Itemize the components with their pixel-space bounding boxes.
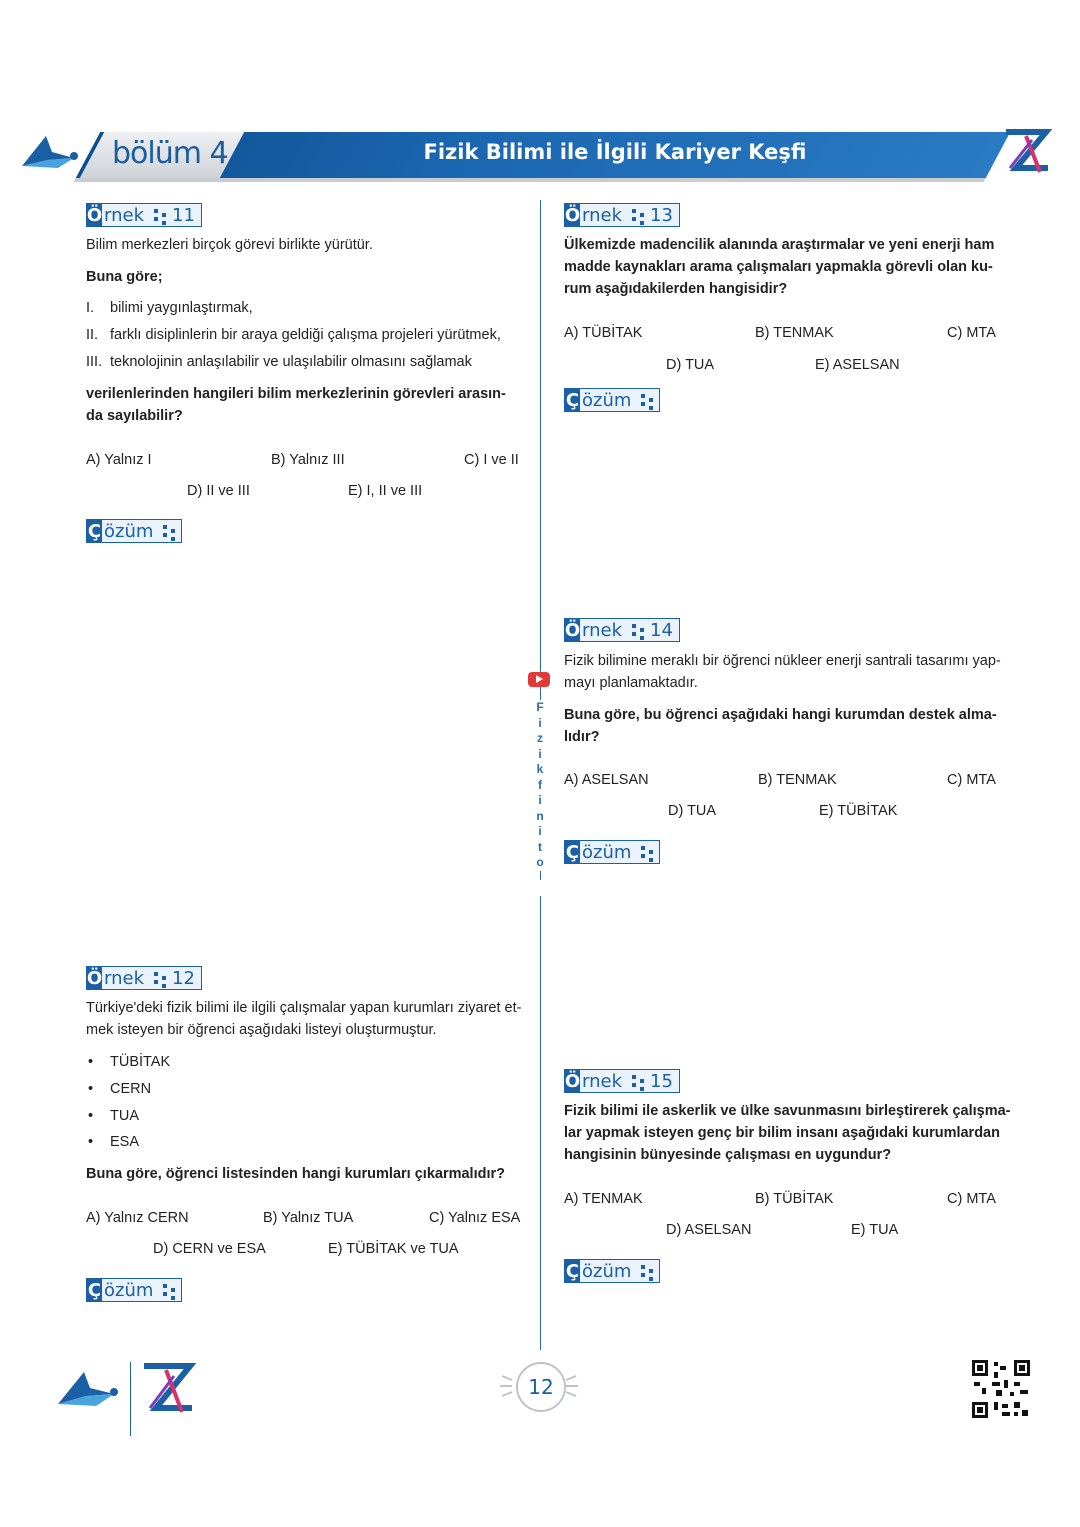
option-d[interactable]: D) CERN ve ESA	[153, 1241, 266, 1257]
example-11-question-2: da sayılabilir?	[86, 408, 183, 424]
example-14-question-1: Buna göre, bu öğrenci aşağıdaki hangi kurumdan destek alma-	[564, 707, 997, 723]
list-item: • TÜBİTAK	[88, 1054, 171, 1070]
option-c[interactable]: C) MTA	[947, 1191, 996, 1207]
option-c[interactable]: C) Yalnız ESA	[429, 1210, 521, 1226]
divider-gap	[530, 880, 550, 896]
option-e[interactable]: E) TÜBİTAK ve TUA	[328, 1241, 459, 1257]
option-c[interactable]: C) MTA	[947, 772, 996, 788]
option-b[interactable]: B) TENMAK	[755, 325, 834, 341]
solution-12-label: Ç özüm	[86, 1278, 182, 1302]
solution-14-label: Ç özüm	[564, 840, 660, 864]
example-15-question-2: lar yapmak isteyen genç bir bilim insanı aşağıdaki kurumlardan	[564, 1125, 1000, 1141]
example-11-item-3: III. teknolojinin anlaşılabilir ve ulaşılabilir olmasını sağlamak	[86, 354, 472, 370]
option-b[interactable]: B) TENMAK	[758, 772, 837, 788]
option-b[interactable]: B) TÜBİTAK	[755, 1191, 834, 1207]
example-11-item-2: II. farklı disiplinlerin bir araya geldiği çalışma projeleri yürütmek,	[86, 327, 501, 343]
page-number: 12	[516, 1362, 566, 1412]
list-item: • TUA	[88, 1108, 139, 1124]
list-item: • ESA	[88, 1134, 140, 1150]
example-14-question-2: lıdır?	[564, 729, 600, 745]
example-12-text-2: mek isteyen bir öğrenci aşağıdaki listeyi oluşturmuştur.	[86, 1022, 437, 1038]
example-13-question-2: madde kaynakları arama çalışmaları yapmakla görevli olan ku-	[564, 259, 993, 275]
option-b[interactable]: B) Yalnız TUA	[263, 1210, 354, 1226]
solution-15-label: Ç özüm	[564, 1259, 660, 1283]
option-a[interactable]: A) TENMAK	[564, 1191, 643, 1207]
option-e[interactable]: E) TÜBİTAK	[819, 803, 898, 819]
example-15-question-1: Fizik bilimi ile askerlik ve ülke savunmasını birleştirerek çalışma-	[564, 1103, 1011, 1119]
example-12-text-1: Türkiye'deki fizik bilimi ile ilgili çalışmalar yapan kurumları ziyaret et-	[86, 1000, 522, 1016]
footer-z-logo-icon	[140, 1362, 196, 1416]
z-logo-icon	[1002, 128, 1052, 176]
example-12-question: Buna göre, öğrenci listesinden hangi kurumları çıkarmalıdır?	[86, 1166, 505, 1182]
solution-13-label: Ç özüm	[564, 388, 660, 412]
example-13-label: Ö rnek 13	[564, 203, 680, 227]
footer-separator	[130, 1362, 131, 1436]
example-11-label: Ö rnek 11	[86, 203, 202, 227]
example-14-text-2: mayı planlamaktadır.	[564, 675, 698, 691]
option-d[interactable]: D) II ve III	[187, 483, 250, 499]
list-item: • CERN	[88, 1081, 152, 1097]
example-11-question-1: verilenlerinden hangileri bilim merkezlerinin görevleri arasın-	[86, 386, 506, 402]
channel-name-vertical: F i z i k f i n i t o	[530, 700, 550, 871]
option-a[interactable]: A) Yalnız CERN	[86, 1210, 189, 1226]
brand-logo-icon	[18, 128, 78, 178]
example-15-label: Ö rnek 15	[564, 1069, 680, 1093]
page-title: Fizik Bilimi ile İlgili Kariyer Keşfi	[423, 140, 807, 164]
option-e[interactable]: E) TUA	[851, 1222, 899, 1238]
footer-brand-logo-icon	[54, 1362, 118, 1416]
option-c[interactable]: C) MTA	[947, 325, 996, 341]
example-13-question-1: Ülkemizde madencilik alanında araştırmalar ve yeni enerji ham	[564, 237, 995, 253]
solution-11-label: Ç özüm	[86, 519, 182, 543]
option-c[interactable]: C) I ve II	[464, 452, 519, 468]
option-b[interactable]: B) Yalnız III	[271, 452, 345, 468]
option-e[interactable]: E) I, II ve III	[348, 483, 423, 499]
option-e[interactable]: E) ASELSAN	[815, 357, 900, 373]
example-12-label: Ö rnek 12	[86, 966, 202, 990]
example-13-question-3: rum aşağıdakilerden hangisidir?	[564, 281, 788, 297]
example-14-label: Ö rnek 14	[564, 618, 680, 642]
option-a[interactable]: A) ASELSAN	[564, 772, 649, 788]
option-a[interactable]: A) Yalnız I	[86, 452, 152, 468]
option-d[interactable]: D) ASELSAN	[666, 1222, 752, 1238]
option-d[interactable]: D) TUA	[668, 803, 717, 819]
example-15-question-3: hangisinin bünyesinde çalışması en uygundur?	[564, 1147, 892, 1163]
youtube-icon[interactable]	[528, 672, 550, 687]
example-14-text-1: Fizik bilimine meraklı bir öğrenci nükleer enerji santrali tasarımı yap-	[564, 653, 1001, 669]
example-11-lead: Buna göre;	[86, 269, 163, 285]
section-label: bölüm 4	[112, 136, 228, 171]
example-11-text: Bilim merkezleri birçok görevi birlikte yürütür.	[86, 237, 373, 253]
option-a[interactable]: A) TÜBİTAK	[564, 325, 643, 341]
example-11-item-1: I. bilimi yaygınlaştırmak,	[86, 300, 253, 316]
option-d[interactable]: D) TUA	[666, 357, 715, 373]
qr-code-icon[interactable]	[970, 1358, 1032, 1420]
